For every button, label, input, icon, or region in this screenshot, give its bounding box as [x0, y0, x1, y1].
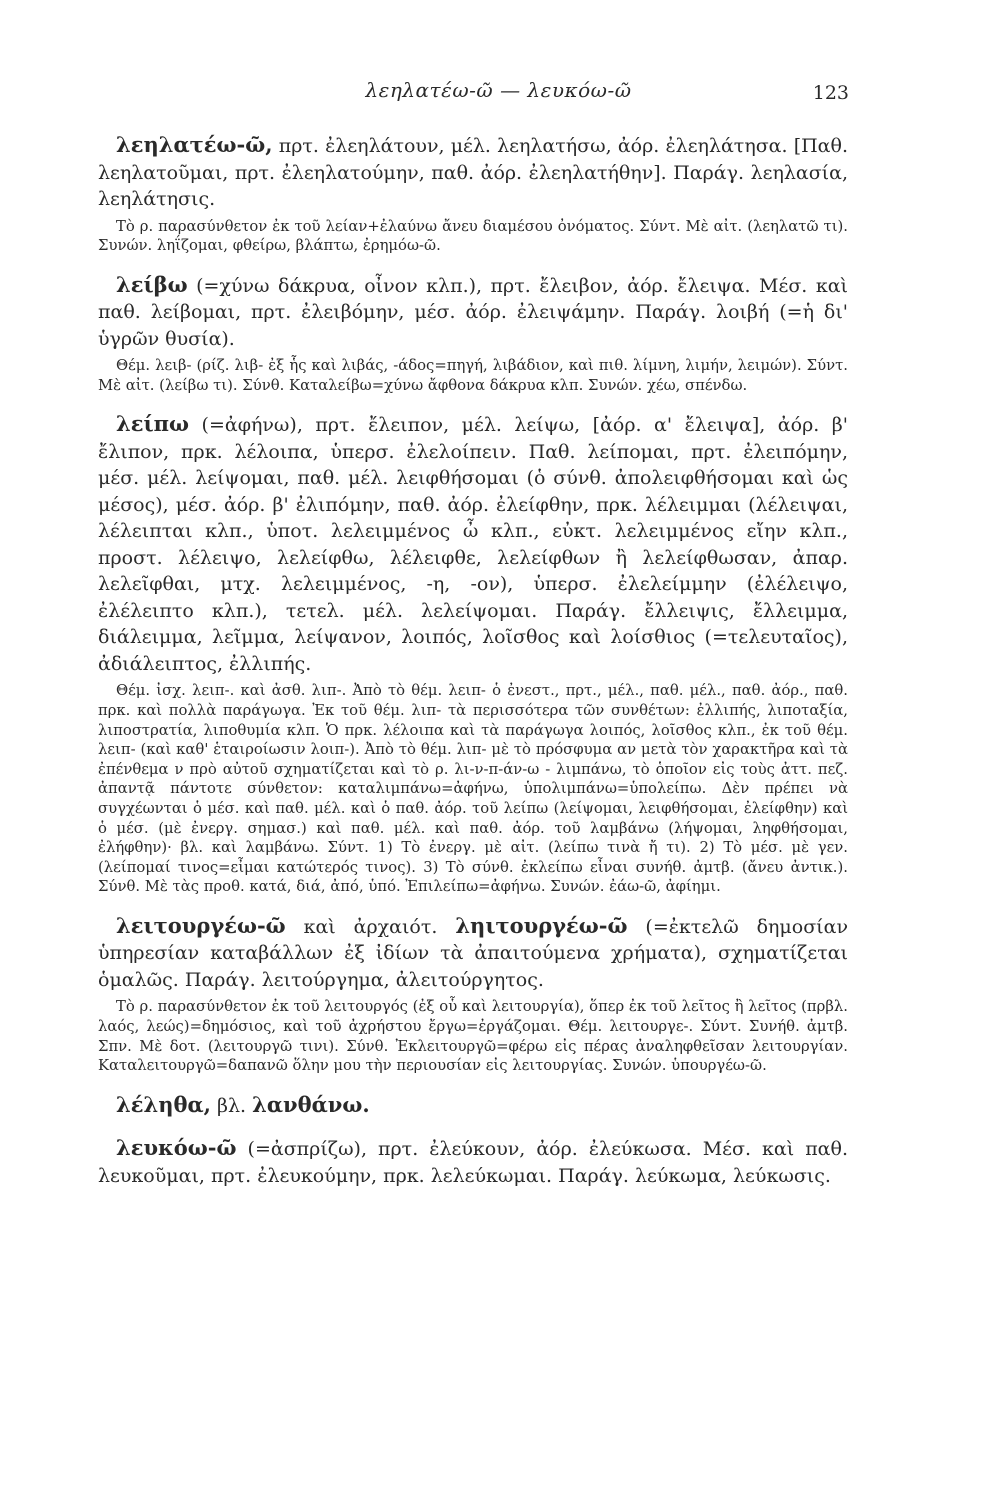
entry-headword: λευκόω-ῶ — [116, 1135, 237, 1161]
dictionary-entry — [98, 1092, 848, 1120]
page-number: 123 — [812, 82, 849, 104]
entry-main-text — [98, 913, 848, 994]
entry-headword-connector: καὶ ἀρχαιότ. — [303, 915, 438, 938]
entry-headword: λεηλατέω-ῶ, — [116, 132, 273, 157]
dictionary-body — [98, 132, 848, 1205]
entry-grammar: βλ. — [217, 1094, 247, 1117]
entry-headword: λείπω — [116, 411, 190, 437]
entry-cross-reference: λανθάνω. — [252, 1091, 370, 1117]
entry-main-text — [98, 132, 848, 213]
entry-main-text — [98, 1092, 848, 1120]
dictionary-entry — [98, 913, 848, 1076]
entry-main-text — [98, 411, 848, 677]
running-title: λεηλατέω-ῶ — λευκόω-ῶ — [365, 78, 632, 102]
entry-headword: λειτουργέω-ῶ — [116, 912, 286, 938]
dictionary-entry — [98, 1135, 848, 1189]
entry-grammar: (=ἀσπρίζω), πρτ. ἐλεύκουν, ἀόρ. ἐλεύκωσα. Μέσ. καὶ παθ. λευκοῦμαι, πρτ. ἐλευκούμην, πρκ. λελεύκωμαι. Παράγ. λεύκωμα, λεύκωσις. — [98, 1138, 848, 1187]
entry-headword: λείβω — [116, 271, 188, 297]
entry-note: Θέμ. ἰσχ. λειπ-. καὶ ἀσθ. λιπ-. Ἀπὸ τὸ θέμ. λειπ- ὁ ἐνεστ., πρτ., μέλ., παθ. μέλ., παθ. ἀόρ., παθ. πρκ. καὶ πολλὰ παράγωγα. Ἐκ τοῦ θέμ. λιπ- τὰ περισσότερα τῶν συνθέτων: ἐλλιπής, λιποταξία, λιποστρατία, λιποθυμία κλπ. Ὁ πρκ. λέλοιπα καὶ τὰ παράγωγα λοιπός, λοῖσθος κλπ., ἐκ τοῦ θέμ. λειπ- (καὶ καθ' ἑταιροίωσιν λοιπ-). Ἀπὸ τὸ θέμ. λιπ- μὲ τὸ πρόσφυμα αν μετὰ τὸν χαρακτῆρα καὶ τὰ ἐπένθεμα ν πρὸ αὐτοῦ σχηματίζεται καὶ τὸ ρ. λι-ν-π-άν-ω - λιμπάνω, τὸ ὁποῖον εἰς τοὺς ἀττ. πεζ. ἀπαντᾷ πάντοτε σύνθετον: καταλιμπάνω=ἀφήνω, ὑπολιμπάνω=ὑπολείπω. Δὲν πρέπει νὰ συγχέωνται ὁ μέσ. καὶ παθ. μέλ. καὶ ὁ παθ. ἀόρ. τοῦ λείπω (λείψομαι, λειφθήσομαι, ἐλείφθην) καὶ ὁ μέσ. (μὲ ἐνεργ. σημασ.) καὶ παθ. μέλ. καὶ παθ. ἀόρ. τοῦ λαμβάνω (λήψομαι, ληφθήσομαι, ἐλήφθην)· βλ. καὶ λαμβάνω. Σύντ. 1) Τὸ ἐνεργ. μὲ αἰτ. (λείπω τινὰ ἤ τι). 2) Τὸ μέσ. μὲ γεν. (λείπομαί τινος=εἶμαι κατώτερός τινος). 3) Τὸ σύνθ. ἐκλείπω εἶναι συνήθ. ἀμτβ. (ἄνευ ἀντικ.). Σύνθ. Μὲ τὰς προθ. κατά, διά, ἀπό, ὑπό. Ἐπιλείπω=ἀφήνω. Συνών. ἐάω-ῶ, ἀφίημι. — [98, 682, 848, 896]
entry-note: Τὸ ρ. παρασύνθετον ἐκ τοῦ λείαν+ἐλαύνω ἄνευ διαμέσου ὀνόματος. Σύντ. Μὲ αἰτ. (λεηλατῶ τι). Συνών. ληΐζομαι, φθείρω, βλάπτω, ἐρημόω-ῶ. — [98, 217, 848, 255]
entry-note: Τὸ ρ. παρασύνθετον ἐκ τοῦ λειτουργός (ἐξ οὗ καὶ λειτουργία), ὅπερ ἐκ τοῦ λεῖτος ἢ λεῖτος (πρβλ. λαός, λεώς)=δημόσιος, καὶ τοῦ ἀχρήστου ἔργω=ἐργάζομαι. Θέμ. λειτουργε-. Σύντ. Συνήθ. ἀμτβ. Σπν. Μὲ δοτ. (λειτουργῶ τινι). Σύνθ. Ἐκλειτουργῶ=φέρω εἰς πέρας ἀναληφθεῖσαν λειτουργίαν. Καταλειτουργῶ=δαπανῶ ὅλην μου τὴν περιουσίαν εἰς λειτουργίας. Συνών. ὑπουργέω-ῶ. — [98, 998, 848, 1075]
dictionary-entry — [98, 132, 848, 256]
entry-main-text — [98, 1135, 848, 1189]
entry-headword-alt: ληιτουργέω-ῶ — [455, 912, 628, 938]
entry-grammar: (=ἐκτελῶ δημοσίαν ὑπηρεσίαν καταβάλλων ἐξ ἰδίων τὰ ἀπαιτούμενα χρήματα), σχηματίζεται ὁμαλῶς. Παράγ. λειτούργημα, ἀλειτούργητος. — [98, 915, 849, 991]
entry-grammar: (=ἀφήνω), πρτ. ἔλειπον, μέλ. λείψω, [ἀόρ. α' ἔλειψα], ἀόρ. β' ἔλιπον, πρκ. λέλοιπα, ὑπερσ. ἐλελοίπειν. Παθ. λείπομαι, πρτ. ἐλειπόμην, μέσ. μέλ. λείψομαι, παθ. μέλ. λειφθήσομαι (ὁ σύνθ. ἀπολειφθήσομαι καὶ ὡς μέσος), μέσ. ἀόρ. β' ἐλιπόμην, παθ. ἀόρ. ἐλείφθην, πρκ. λέλειμμαι (λέλειψαι, λέλειπται κλπ., ὑποτ. λελειμμένος ὦ κλπ., εὐκτ. λελειμμένος εἴην κλπ., προστ. λέλειψο, λελείφθω, λέλειφθε, λελείφθων ἢ λελείφθωσαν, ἀπαρ. λελεῖφθαι, μτχ. λελειμμένος, -η, -ον), ὑπερσ. ἐλελείμμην (ἐλέλειψο, ἐλέλειπτο κλπ.), τετελ. μέλ. λελείψομαι. Παράγ. ἔλλειψις, ἔλλειμμα, διάλειμμα, λεῖμμα, λείψανον, λοιπός, λοῖσθος καὶ λοίσθιος (=τελευταῖος), ἀδιάλειπτος, ἐλλιπής. — [98, 414, 848, 675]
entry-headword: λέληθα, — [116, 1091, 211, 1117]
entry-grammar: πρτ. ἐλεηλάτουν, μέλ. λεηλατήσω, ἀόρ. ἐλεηλάτησα. [Παθ. λεηλατοῦμαι, πρτ. ἐλεηλατούμην, παθ. ἀόρ. ἐλεηλατήθην]. Παράγ. λεηλασία, λεηλάτησις. — [98, 135, 848, 210]
entry-main-text — [98, 272, 848, 353]
entry-note: Θέμ. λειβ- (ρίζ. λιβ- ἐξ ἧς καὶ λιβάς, -άδος=πηγή, λιβάδιον, καὶ πιθ. λίμνη, λιμήν, λειμών). Σύντ. Μὲ αἰτ. (λείβω τι). Σύνθ. Καταλείβω=χύνω ἄφθονα δάκρυα κλπ. Συνών. χέω, σπένδω. — [98, 357, 848, 394]
entry-grammar: (=χύνω δάκρυα, οἶνον κλπ.), πρτ. ἔλειβον, ἀόρ. ἔλειψα. Μέσ. καὶ παθ. λείβομαι, πρτ. ἐλειβόμην, μέσ. ἀόρ. ἐλειψάμην. Παράγ. λοιβή (=ἡ δι' ὑγρῶν θυσία). — [98, 274, 848, 350]
dictionary-entry — [98, 272, 848, 396]
dictionary-entry — [98, 411, 848, 897]
